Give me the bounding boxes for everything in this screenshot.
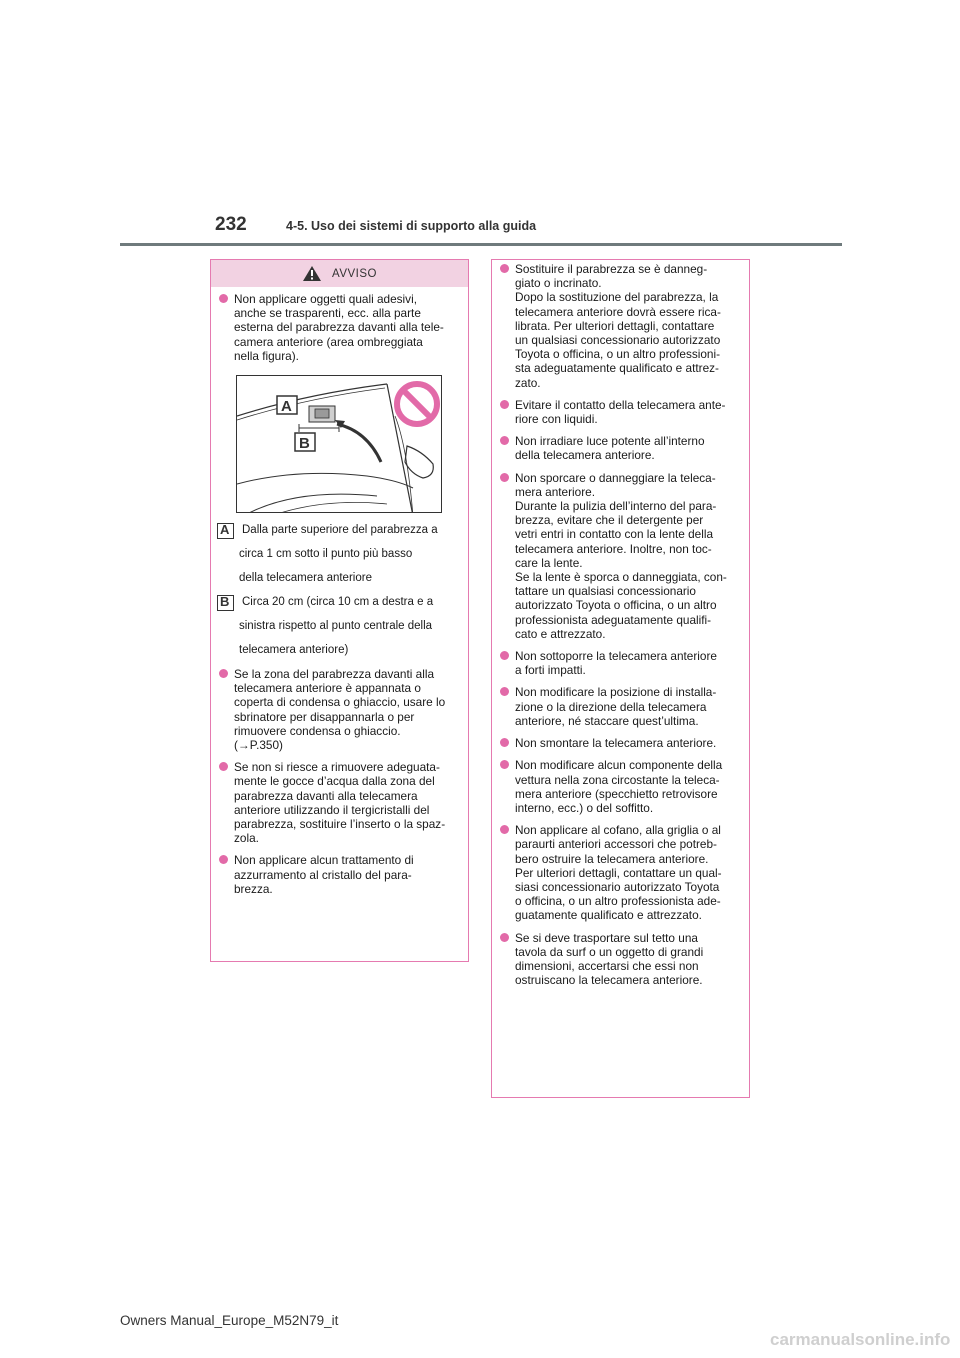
bullet-icon [219,669,228,678]
warning-box-left [210,259,469,962]
bullet-icon [500,687,509,696]
item-text: Se la zona del parabrezza davanti alla telecamera anteriore è appannata o coperta di condensa o ghiaccio, usare lo sbrinatore per disappannarla o per rimuovere condensa o ghiaccio. (→P.350) [234,667,446,753]
legend-row-a [217,523,468,585]
letter: B [220,594,230,610]
item-text: Se si deve trasportare sul tetto una tavola da surf o un oggetto di grandi dimensioni, accertarsi che essi non ostruiscano la telecamera anteriore. [515,930,704,988]
list-item [498,736,742,750]
legend-row-b [217,595,468,657]
header-divider [120,243,842,246]
item-text: Non irradiare luce potente all’interno della telecamera anteriore. [515,434,705,463]
figure-legend [211,523,468,657]
legend-line: circa 1 cm sotto il punto più basso [239,548,413,561]
item-text: Non sporcare o danneggiare la teleca- mera anteriore. Durante la pulizia dell’interno del para- brezza, evitare che il detergente per vetri entri in contatto con la lente della telecamera anteriore. Inoltre, non toc- care la lente. Se la lente è sporca o danneggiata, con- tattare un qualsiasi concessionario autorizzato Toyota o officina, o un altro professionista adeguatamente qualifi- cato e attrezzato. [515,470,727,641]
legend-line: sinistra rispetto al punto centrale della [239,620,433,633]
figure-label-a: A [281,398,292,416]
windshield-camera-figure [236,375,442,513]
list-item [498,931,742,988]
page-number: 232 [215,214,247,235]
letter-badge [217,523,234,539]
list-item [498,649,742,677]
bullet-icon [500,473,509,482]
bullet-icon [500,264,509,273]
item-text: Non sottoporre la telecamera anteriore a forti impatti. [515,649,717,678]
item-text: Evitare il contatto della telecamera ante- riore con liquidi. [515,397,726,427]
list-item [498,262,742,390]
legend-line: Circa 20 cm (circa 10 cm a destra e a [242,596,434,609]
list-item [217,292,461,363]
warning-triangle-icon [302,265,322,282]
item-text: Se non si riesce a rimuovere adeguata- mente le gocce d’acqua dalla zona del parabrezza davanti alla telecamera anteriore utilizzando il tergicristalli del parabrezza, sostituire l’inserto o la spaz- zola. [234,760,446,846]
section-title: 4-5. Uso dei sistemi di supporto alla guida [286,219,537,233]
legend-line: Dalla parte superiore del parabrezza a [242,524,438,537]
item-text: Sostituire il parabrezza se è danneg- giato o incrinato. Dopo la sostituzione del parabrezza, la telecamera anteriore dovrà essere rica- librata. Per ulteriori dettagli, contattare un qualsiasi concessionario autorizzato Toyota o officina, o un altro professioni- sta adeguatamente qualificato e attrez- zato. [515,262,721,390]
bullet-icon [500,760,509,769]
list-item [498,823,742,922]
item-text: Non smontare la telecamera anteriore. [515,736,717,751]
list-item [217,760,461,845]
footer-manual-name: Owners Manual_Europe_M52N79_it [120,1313,339,1328]
bullet-icon [500,400,509,409]
list-item [217,853,461,896]
list-item [498,434,742,462]
item-text: Non applicare oggetti quali adesivi, anche se trasparenti, ecc. alla parte esterna del parabrezza davanti alla tele- camera anteriore (area ombreggiata nella figura). [234,292,444,363]
item-text: Non applicare al cofano, alla griglia o al paraurti anteriori accessori che potreb- bero ostruire la telecamera anteriore. Per ulteriori dettagli, contattare un qual- siasi concessionario autorizzato Toyota o officina, o un altro professionista ade- guatamente qualificato e attrezzato. [515,823,722,923]
item-text: Non modificare alcun componente della vettura nella zona circostante la teleca- mera anteriore (specchietto retrovisore interno, ecc.) o del soffitto. [515,758,723,815]
item-text: Non modificare la posizione di installa- zione o la direzione della telecamera anteriore, né staccare quest’ultima. [515,685,717,728]
list-item [498,758,742,815]
bullet-icon [500,738,509,747]
figure-label-b: B [299,435,310,453]
legend-line: telecamera anteriore) [239,644,349,657]
bullet-icon [219,294,228,303]
bullet-icon [219,855,228,864]
bullet-icon [219,762,228,771]
bullet-icon [500,651,509,660]
warning-header [211,260,468,287]
bullet-icon [500,825,509,834]
list-item [498,471,742,641]
bullet-icon [500,436,509,445]
letter: A [220,522,230,538]
letter-badge [217,595,234,611]
legend-line: della telecamera anteriore [239,572,372,585]
list-item [498,398,742,426]
watermark: carmanualsonline.info [770,1330,951,1349]
warning-title: AVVISO [332,267,377,280]
list-item [498,685,742,728]
bullet-icon [500,933,509,942]
item-text: Non applicare alcun trattamento di azzurramento al cristallo del para- brezza. [234,853,414,896]
list-item [217,667,461,752]
warning-box-right [491,259,750,1098]
